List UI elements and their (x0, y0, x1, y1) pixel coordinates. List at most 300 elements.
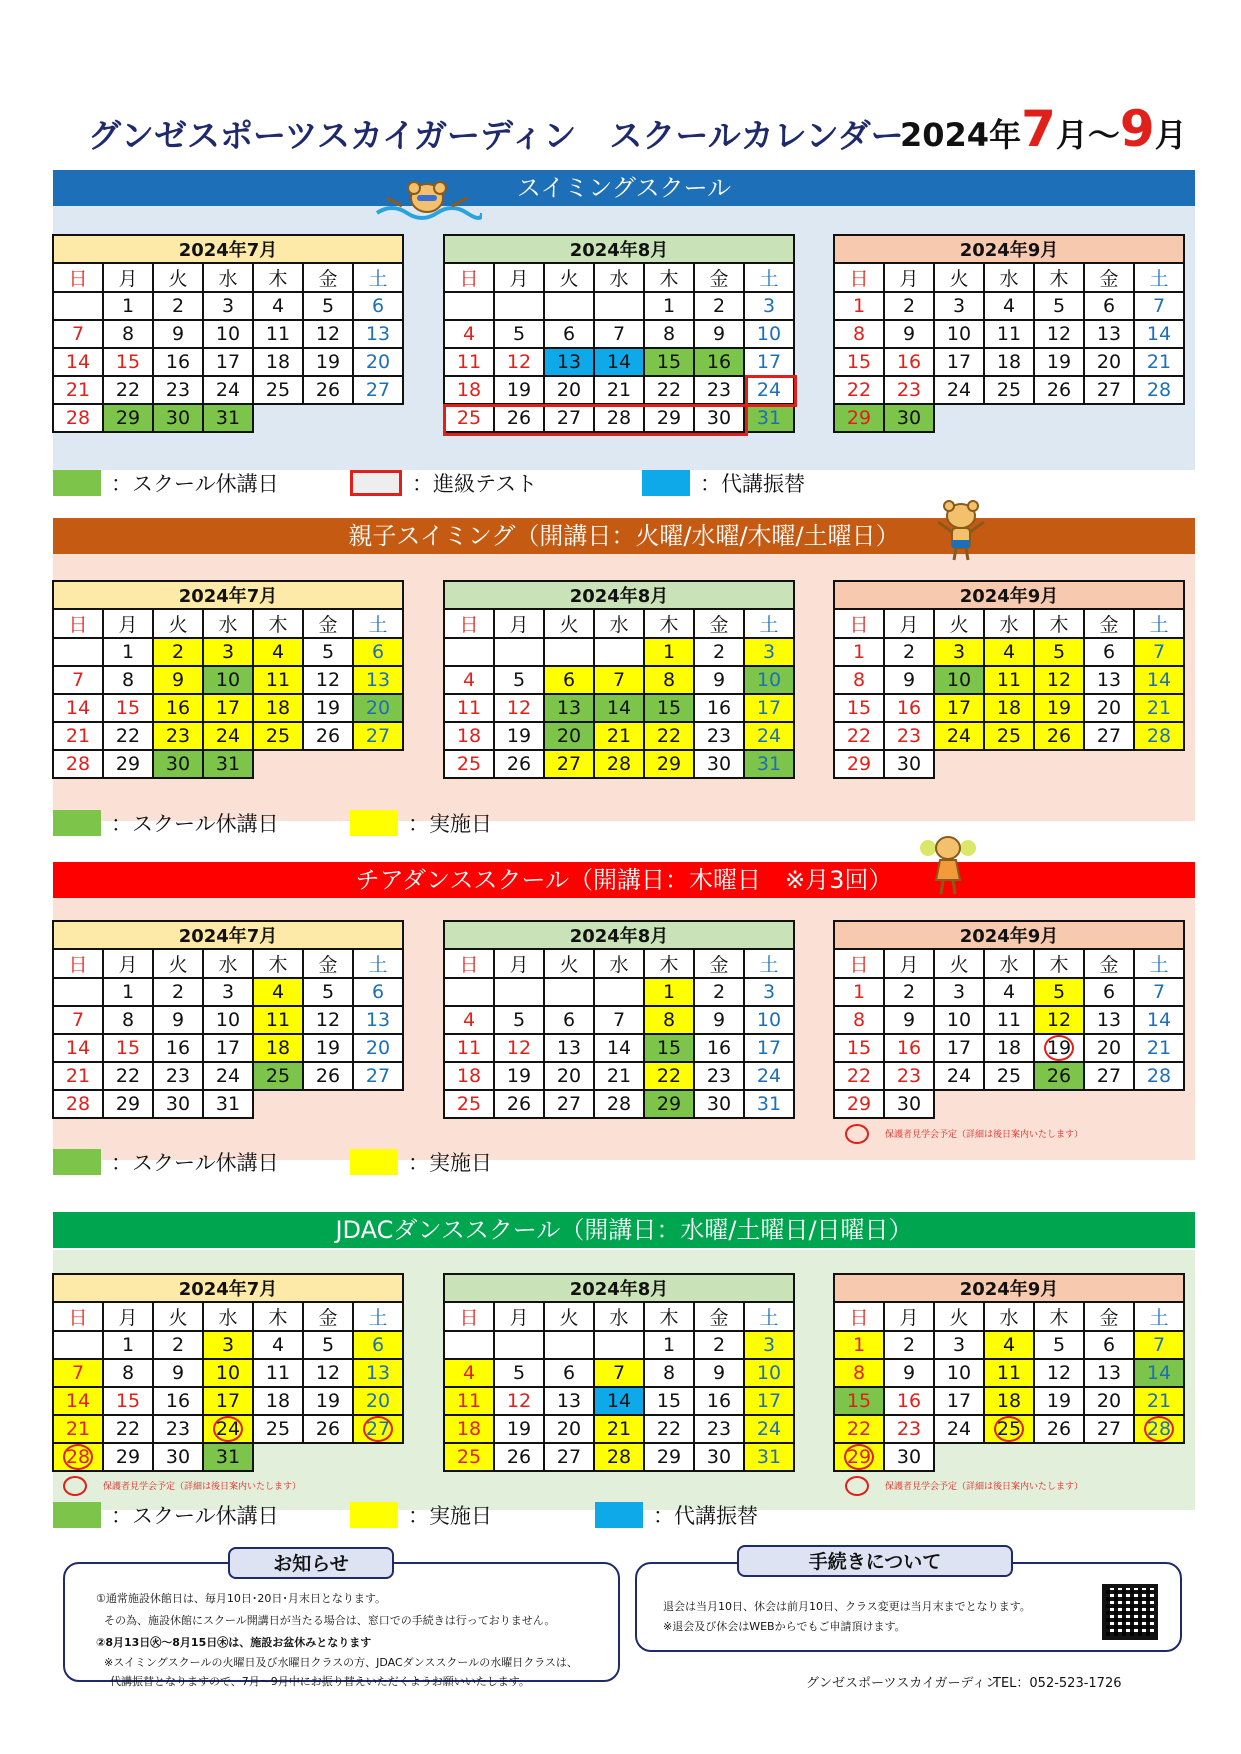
day-cell: 15 (834, 694, 884, 722)
day-cell: 26 (303, 722, 353, 750)
weekday-header: 火 (934, 949, 984, 978)
empty-cell (934, 1443, 984, 1471)
notice-line: ②8月13日㊋～8月15日㊍は、施設お盆休みとなります (96, 1636, 372, 1649)
day-cell: 20 (353, 1387, 403, 1415)
day-cell: 10 (203, 1006, 253, 1034)
day-cell: 4 (444, 666, 494, 694)
day-cell: 27 (544, 404, 594, 432)
empty-cell (934, 404, 984, 432)
day-cell: 19 (303, 694, 353, 722)
day-cell: 20 (544, 376, 594, 404)
month-header: 2024年7月 (53, 1274, 403, 1302)
day-cell: 26 (1034, 1415, 1084, 1443)
day-cell: 20 (544, 722, 594, 750)
weekday-header: 火 (544, 263, 594, 292)
day-cell: 13 (1084, 1006, 1134, 1034)
empty-cell (353, 404, 403, 432)
weekday-header: 土 (353, 609, 403, 638)
day-cell: 29 (103, 750, 153, 778)
day-cell: 2 (153, 292, 203, 320)
day-cell: 26 (494, 750, 544, 778)
day-cell: 12 (303, 1359, 353, 1387)
day-cell: 16 (694, 348, 744, 376)
day-cell: 15 (103, 1387, 153, 1415)
day-cell: 7 (53, 320, 103, 348)
day-cell: 21 (53, 1062, 103, 1090)
weekday-header: 金 (303, 949, 353, 978)
day-cell: 7 (594, 320, 644, 348)
day-cell: 26 (494, 1443, 544, 1471)
day-cell: 8 (644, 320, 694, 348)
day-cell: 3 (744, 638, 794, 666)
empty-cell (544, 1331, 594, 1359)
weekday-header: 金 (1084, 609, 1134, 638)
day-cell: 11 (253, 320, 303, 348)
day-cell: 8 (834, 1006, 884, 1034)
day-cell: 7 (53, 1006, 103, 1034)
empty-cell (1034, 750, 1084, 778)
empty-cell (594, 638, 644, 666)
empty-cell (544, 638, 594, 666)
day-cell: 7 (1134, 638, 1184, 666)
day-cell: 8 (644, 1006, 694, 1034)
month-header: 2024年8月 (444, 581, 794, 609)
day-cell: 26 (494, 404, 544, 432)
day-cell: 10 (934, 1006, 984, 1034)
day-cell: 24 (203, 1062, 253, 1090)
cheer-calendar-aug (443, 920, 795, 1119)
swimmer-mascot-icon (372, 168, 482, 228)
weekday-header: 金 (694, 949, 744, 978)
day-cell: 15 (103, 348, 153, 376)
observation-circle-icon: 28 (63, 1444, 93, 1470)
day-cell: 14 (594, 1387, 644, 1415)
day-cell: 15 (644, 348, 694, 376)
day-cell: 29 (103, 1443, 153, 1471)
weekday-header: 木 (1034, 609, 1084, 638)
day-cell: 21 (1134, 348, 1184, 376)
day-cell: 28 (594, 1443, 644, 1471)
day-cell: 13 (353, 320, 403, 348)
day-cell: 1 (644, 978, 694, 1006)
day-cell: 20 (1084, 1387, 1134, 1415)
empty-cell (594, 292, 644, 320)
day-cell: 14 (1134, 666, 1184, 694)
day-cell: 30 (694, 1443, 744, 1471)
day-cell: 26 (1034, 376, 1084, 404)
day-cell: 11 (984, 666, 1034, 694)
day-cell: 6 (353, 638, 403, 666)
day-cell: 31 (744, 1090, 794, 1118)
empty-cell (1134, 404, 1184, 432)
empty-cell (444, 638, 494, 666)
weekday-header: 日 (444, 1302, 494, 1331)
day-cell: 4 (984, 292, 1034, 320)
day-cell: 6 (544, 1359, 594, 1387)
weekday-header: 火 (544, 609, 594, 638)
family-calendar-sep (833, 580, 1185, 779)
day-cell: 22 (644, 1415, 694, 1443)
weekday-header: 金 (303, 1302, 353, 1331)
qr-code-icon[interactable] (1102, 1584, 1158, 1640)
day-cell: 13 (544, 694, 594, 722)
day-cell: 30 (694, 750, 744, 778)
procedure-title: 手続きについて (737, 1545, 1013, 1577)
day-cell: 28 (594, 1090, 644, 1118)
day-cell: 3 (203, 978, 253, 1006)
day-cell: 25 (444, 750, 494, 778)
legend-swatch (642, 470, 690, 496)
legend-item: ：実施日 (350, 1500, 492, 1530)
weekday-header: 日 (834, 1302, 884, 1331)
weekday-header: 木 (1034, 949, 1084, 978)
empty-cell (1084, 1090, 1134, 1118)
day-cell: 9 (153, 320, 203, 348)
day-cell: 1 (103, 638, 153, 666)
day-cell: 26 (303, 376, 353, 404)
day-cell: 5 (494, 666, 544, 694)
day-cell: 22 (103, 722, 153, 750)
day-cell: 19 (1034, 1387, 1084, 1415)
day-cell: 16 (694, 1034, 744, 1062)
day-cell: 27 (544, 1443, 594, 1471)
day-cell (984, 1415, 1034, 1443)
weekday-header: 火 (153, 949, 203, 978)
day-cell: 16 (884, 1034, 934, 1062)
day-cell: 15 (644, 1387, 694, 1415)
empty-cell (984, 404, 1034, 432)
day-cell: 11 (444, 1034, 494, 1062)
day-cell: 27 (1084, 376, 1134, 404)
day-cell: 25 (253, 722, 303, 750)
day-cell: 22 (644, 722, 694, 750)
weekday-header: 土 (1134, 609, 1184, 638)
day-cell: 25 (984, 722, 1034, 750)
empty-cell (353, 750, 403, 778)
weekday-header: 土 (1134, 1302, 1184, 1331)
empty-cell (1134, 1443, 1184, 1471)
day-cell: 24 (744, 1062, 794, 1090)
day-cell: 24 (934, 376, 984, 404)
weekday-header: 木 (644, 1302, 694, 1331)
day-cell: 18 (984, 1034, 1034, 1062)
day-cell: 30 (884, 1443, 934, 1471)
day-cell (834, 1443, 884, 1471)
day-cell: 11 (253, 1006, 303, 1034)
cheer-calendar-jul (52, 920, 404, 1119)
day-cell: 22 (644, 376, 694, 404)
jdac-calendar-sep (833, 1273, 1185, 1472)
day-cell: 30 (153, 404, 203, 432)
day-cell: 26 (303, 1062, 353, 1090)
weekday-header: 金 (1084, 1302, 1134, 1331)
day-cell: 9 (694, 666, 744, 694)
weekday-header: 日 (53, 1302, 103, 1331)
weekday-header: 土 (744, 263, 794, 292)
day-cell: 3 (934, 1331, 984, 1359)
weekday-header: 水 (594, 949, 644, 978)
day-cell: 31 (203, 750, 253, 778)
empty-cell (303, 1443, 353, 1471)
day-cell: 30 (153, 1090, 203, 1118)
day-cell: 21 (53, 376, 103, 404)
weekday-header: 木 (644, 949, 694, 978)
day-cell: 21 (594, 1415, 644, 1443)
empty-cell (494, 1331, 544, 1359)
day-cell: 18 (253, 694, 303, 722)
day-cell: 14 (53, 1034, 103, 1062)
empty-cell (934, 1090, 984, 1118)
weekday-header: 土 (744, 949, 794, 978)
day-cell: 11 (984, 1359, 1034, 1387)
day-cell: 2 (884, 978, 934, 1006)
weekday-header: 水 (203, 1302, 253, 1331)
day-cell: 17 (203, 694, 253, 722)
day-cell: 15 (103, 1034, 153, 1062)
observation-circle-icon: 25 (994, 1416, 1024, 1442)
month-mid: 月～ (1055, 116, 1120, 154)
legend-item: ：スクール休講日 (53, 1147, 279, 1177)
month-header: 2024年9月 (834, 921, 1184, 949)
empty-cell (494, 978, 544, 1006)
weekday-header: 木 (1034, 263, 1084, 292)
legend-item: ：実施日 (350, 1147, 492, 1177)
empty-cell (303, 1090, 353, 1118)
day-cell: 15 (834, 1387, 884, 1415)
empty-cell (253, 404, 303, 432)
observation-note: 保護者見学会予定（詳細は後日案内いたします） (103, 1482, 302, 1492)
weekday-header: 水 (203, 263, 253, 292)
day-cell: 14 (53, 348, 103, 376)
day-cell: 12 (303, 320, 353, 348)
day-cell: 10 (744, 320, 794, 348)
day-cell: 15 (644, 694, 694, 722)
weekday-header: 水 (984, 609, 1034, 638)
empty-cell (1034, 1443, 1084, 1471)
day-cell: 21 (1134, 1034, 1184, 1062)
day-cell: 4 (984, 638, 1034, 666)
page-title: グンゼスポーツスカイガーディン スクールカレンダー (88, 116, 904, 155)
day-cell: 6 (1084, 978, 1134, 1006)
empty-cell (53, 292, 103, 320)
day-cell: 12 (1034, 1359, 1084, 1387)
procedure-line: 退会は当月10日、休会は前月10日、クラス変更は当月末までとなります。 (663, 1600, 1031, 1613)
weekday-header: 水 (203, 609, 253, 638)
day-cell: 11 (253, 666, 303, 694)
day-cell: 5 (494, 1006, 544, 1034)
weekday-header: 木 (253, 1302, 303, 1331)
weekday-header: 月 (494, 609, 544, 638)
day-cell: 15 (644, 1034, 694, 1062)
day-cell: 19 (494, 1062, 544, 1090)
weekday-header: 月 (103, 263, 153, 292)
day-cell: 9 (694, 320, 744, 348)
swim-calendar-sep (833, 234, 1185, 433)
legend-swatch (53, 1149, 101, 1175)
day-cell: 25 (984, 1062, 1034, 1090)
day-cell: 5 (303, 978, 353, 1006)
year-prefix: 2024年 (900, 116, 1022, 154)
day-cell: 23 (153, 1415, 203, 1443)
day-cell: 24 (203, 376, 253, 404)
notice-title: お知らせ (228, 1547, 394, 1579)
weekday-header: 日 (444, 949, 494, 978)
day-cell: 17 (934, 348, 984, 376)
swim-section-title: スイミングスクール (53, 170, 1195, 206)
weekday-header: 月 (884, 609, 934, 638)
day-cell: 9 (153, 1359, 203, 1387)
day-cell: 9 (694, 1006, 744, 1034)
jdac-calendar-aug (443, 1273, 795, 1472)
day-cell: 13 (353, 1006, 403, 1034)
day-cell: 31 (203, 404, 253, 432)
empty-cell (303, 404, 353, 432)
empty-cell (1134, 1090, 1184, 1118)
day-cell: 5 (494, 320, 544, 348)
day-cell: 10 (744, 666, 794, 694)
day-cell: 6 (353, 1331, 403, 1359)
empty-cell (544, 978, 594, 1006)
cheer-section-title: チアダンススクール（開講日：木曜日 ※月3回） (53, 862, 1195, 898)
day-cell: 7 (1134, 1331, 1184, 1359)
day-cell: 11 (984, 1006, 1034, 1034)
day-cell: 16 (153, 1387, 203, 1415)
day-cell: 25 (984, 376, 1034, 404)
day-cell: 27 (1084, 722, 1134, 750)
day-cell: 12 (303, 1006, 353, 1034)
day-cell: 23 (153, 722, 203, 750)
observation-circle-icon (845, 1124, 869, 1144)
empty-cell (1034, 404, 1084, 432)
legend-item: ：スクール休講日 (53, 1500, 279, 1530)
day-cell: 23 (884, 1415, 934, 1443)
day-cell: 9 (694, 1359, 744, 1387)
day-cell: 12 (1034, 666, 1084, 694)
day-cell: 22 (834, 1062, 884, 1090)
day-cell: 23 (884, 1062, 934, 1090)
day-cell: 30 (153, 750, 203, 778)
weekday-header: 月 (494, 949, 544, 978)
day-cell: 7 (594, 666, 644, 694)
weekday-header: 土 (1134, 263, 1184, 292)
day-cell: 24 (744, 1415, 794, 1443)
month-header: 2024年7月 (53, 235, 403, 263)
empty-cell (494, 638, 544, 666)
day-cell: 28 (1134, 1062, 1184, 1090)
empty-cell (53, 978, 103, 1006)
weekday-header: 月 (494, 1302, 544, 1331)
day-cell: 11 (253, 1359, 303, 1387)
day-cell: 13 (353, 1359, 403, 1387)
day-cell: 17 (203, 1387, 253, 1415)
day-cell: 1 (644, 1331, 694, 1359)
day-cell: 9 (884, 666, 934, 694)
day-cell: 18 (984, 1387, 1034, 1415)
month-header: 2024年7月 (53, 921, 403, 949)
empty-cell (53, 1331, 103, 1359)
day-cell: 14 (1134, 1006, 1184, 1034)
day-cell: 29 (644, 1443, 694, 1471)
day-cell: 31 (203, 1443, 253, 1471)
day-cell: 9 (884, 320, 934, 348)
legend-item: ：スクール休講日 (53, 468, 279, 498)
weekday-header: 月 (103, 1302, 153, 1331)
day-cell: 4 (444, 1359, 494, 1387)
day-cell: 25 (444, 1443, 494, 1471)
weekday-header: 日 (53, 609, 103, 638)
day-cell: 30 (884, 404, 934, 432)
day-cell: 21 (1134, 1387, 1184, 1415)
day-cell: 30 (153, 1443, 203, 1471)
day-cell: 7 (594, 1006, 644, 1034)
footer-tel[interactable]: TEL：052-523-1726 (993, 1676, 1122, 1691)
day-cell: 23 (153, 1062, 203, 1090)
day-cell: 3 (744, 292, 794, 320)
day-cell: 3 (934, 292, 984, 320)
family-calendar-jul (52, 580, 404, 779)
cheer-mascot-icon (918, 830, 978, 896)
day-cell (1034, 1034, 1084, 1062)
empty-cell (353, 1443, 403, 1471)
empty-cell (544, 292, 594, 320)
day-cell: 3 (934, 638, 984, 666)
day-cell: 4 (253, 638, 303, 666)
family-calendar-aug (443, 580, 795, 779)
observation-circle-icon: 27 (363, 1416, 393, 1442)
day-cell: 2 (884, 292, 934, 320)
weekday-header: 金 (694, 263, 744, 292)
day-cell: 10 (744, 1359, 794, 1387)
day-cell: 26 (1034, 1062, 1084, 1090)
day-cell: 22 (103, 1415, 153, 1443)
day-cell: 29 (103, 404, 153, 432)
day-cell: 21 (53, 1415, 103, 1443)
day-cell: 16 (153, 348, 203, 376)
day-cell: 31 (744, 750, 794, 778)
day-cell: 13 (544, 348, 594, 376)
day-cell: 8 (644, 1359, 694, 1387)
weekday-header: 日 (444, 263, 494, 292)
day-cell: 19 (303, 1034, 353, 1062)
day-cell: 13 (544, 1387, 594, 1415)
day-cell: 17 (934, 1387, 984, 1415)
day-cell: 31 (744, 1443, 794, 1471)
jdac-calendar-jul (52, 1273, 404, 1472)
empty-cell (253, 1443, 303, 1471)
day-cell: 18 (444, 1415, 494, 1443)
day-cell: 1 (834, 978, 884, 1006)
day-cell: 27 (353, 1062, 403, 1090)
legend-swatch (350, 1502, 398, 1528)
day-cell: 1 (834, 638, 884, 666)
weekday-header: 日 (444, 609, 494, 638)
day-cell: 12 (494, 694, 544, 722)
day-cell: 10 (203, 320, 253, 348)
day-cell: 12 (303, 666, 353, 694)
day-cell: 20 (1084, 348, 1134, 376)
weekday-header: 木 (253, 263, 303, 292)
day-cell: 14 (594, 694, 644, 722)
day-cell: 26 (303, 1415, 353, 1443)
day-cell: 3 (744, 978, 794, 1006)
day-cell: 23 (694, 1062, 744, 1090)
day-cell: 4 (984, 1331, 1034, 1359)
day-cell: 4 (253, 292, 303, 320)
day-cell: 25 (444, 404, 494, 432)
weekday-header: 土 (744, 609, 794, 638)
month-end: 9 (1119, 100, 1155, 158)
legend-swatch (350, 810, 398, 836)
